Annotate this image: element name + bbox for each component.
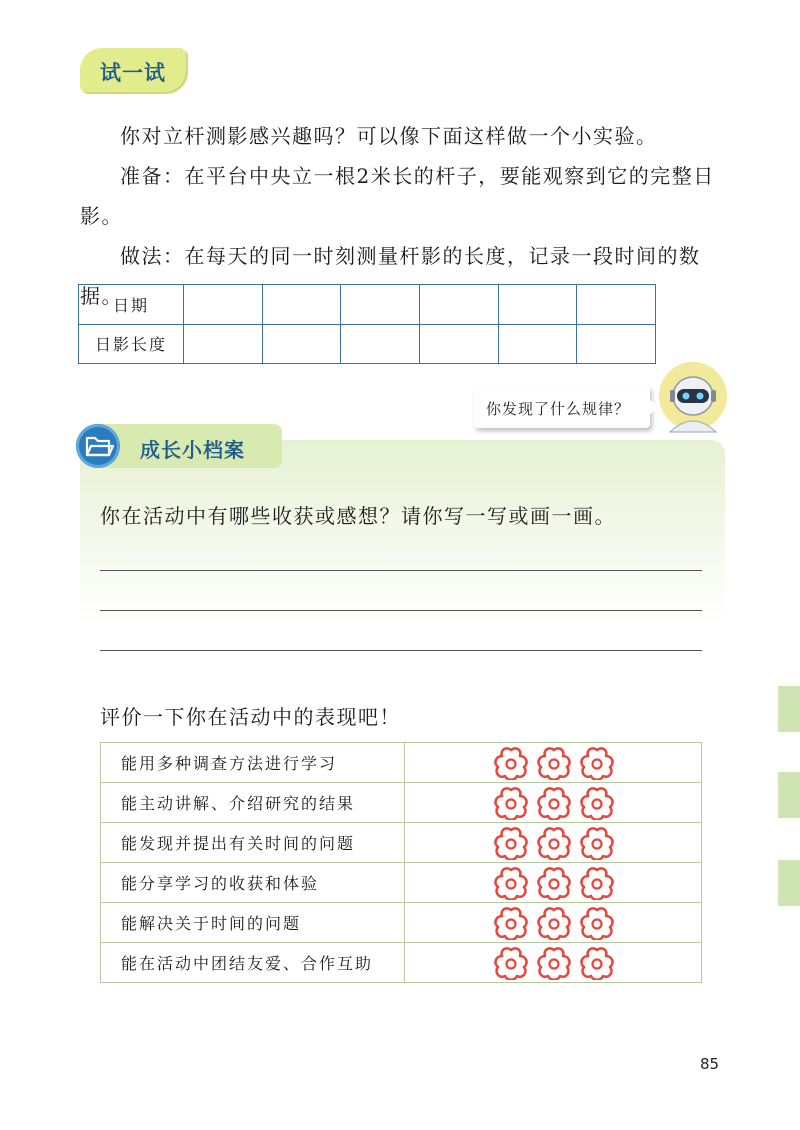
rating-flowers: [405, 823, 702, 863]
shadow-length-cell[interactable]: [184, 324, 263, 364]
flower-rating-icon[interactable]: [579, 946, 615, 980]
evaluate-prompt: 评价一下你在活动中的表现吧！: [100, 705, 401, 729]
flower-rating-icon[interactable]: [579, 746, 615, 780]
rating-flowers: [405, 943, 702, 983]
criterion-label: 能发现并提出有关时间的问题: [101, 823, 405, 863]
shadow-length-row: [79, 324, 656, 364]
try-it-label: 试一试: [100, 61, 166, 85]
shadow-length-cell[interactable]: [577, 324, 656, 364]
flower-rating-icon[interactable]: [493, 746, 529, 780]
flower-rating-icon[interactable]: [579, 826, 615, 860]
self-evaluation-table: [100, 742, 702, 983]
evaluation-row: [101, 743, 702, 783]
speech-bubble: [474, 386, 650, 428]
flower-rating-icon[interactable]: [536, 906, 572, 940]
edge-tab: [778, 686, 800, 732]
writing-line[interactable]: [100, 610, 702, 611]
try-it-badge: [80, 48, 186, 92]
shadow-length-header: 日影长度: [79, 324, 184, 364]
page-number: 85: [700, 1055, 720, 1073]
evaluation-row: [101, 783, 702, 823]
shadow-length-cell[interactable]: [419, 324, 498, 364]
rating-flowers: [405, 863, 702, 903]
flower-rating-icon[interactable]: [536, 866, 572, 900]
evaluation-row: [101, 943, 702, 983]
date-cell[interactable]: [419, 285, 498, 325]
criterion-label: 能解决关于时间的问题: [101, 903, 405, 943]
rating-flowers: [405, 903, 702, 943]
rating-flowers: [405, 743, 702, 783]
flower-rating-icon[interactable]: [579, 906, 615, 940]
date-cell[interactable]: [341, 285, 420, 325]
prep-text: 准备：在平台中央立一根2米长的杆子，要能观察到它的完整日影。: [80, 164, 715, 228]
evaluation-row: [101, 863, 702, 903]
flower-rating-icon[interactable]: [493, 866, 529, 900]
flower-rating-icon[interactable]: [536, 826, 572, 860]
flower-rating-icon[interactable]: [536, 746, 572, 780]
rating-flowers: [405, 783, 702, 823]
edge-tab: [778, 772, 800, 818]
reflection-question: 你在活动中有哪些收获或感想？请你写一写或画一画。: [100, 504, 616, 528]
flower-rating-icon[interactable]: [493, 786, 529, 820]
flower-rating-icon[interactable]: [493, 826, 529, 860]
date-cell[interactable]: [262, 285, 341, 325]
date-row: [79, 285, 656, 325]
criterion-label: 能主动讲解、介绍研究的结果: [101, 783, 405, 823]
edge-tab: [778, 860, 800, 906]
shadow-length-cell[interactable]: [262, 324, 341, 364]
speech-bubble-text: 你发现了什么规律？: [486, 400, 631, 418]
date-cell[interactable]: [577, 285, 656, 325]
flower-rating-icon[interactable]: [579, 786, 615, 820]
evaluation-row: [101, 903, 702, 943]
writing-line[interactable]: [100, 570, 702, 571]
criterion-label: 能分享学习的收获和体验: [101, 863, 405, 903]
flower-rating-icon[interactable]: [579, 866, 615, 900]
method-text: 做法：在每天的同一时刻测量杆影的长度，记录一段时间的数据。: [80, 244, 701, 308]
date-cell[interactable]: [184, 285, 263, 325]
flower-rating-icon[interactable]: [536, 946, 572, 980]
date-cell[interactable]: [498, 285, 577, 325]
folder-icon: [76, 424, 120, 468]
evaluation-row: [101, 823, 702, 863]
shadow-record-table: [78, 284, 656, 364]
archive-title: 成长小档案: [140, 438, 245, 462]
flower-rating-icon[interactable]: [536, 786, 572, 820]
flower-rating-icon[interactable]: [493, 946, 529, 980]
shadow-length-cell[interactable]: [498, 324, 577, 364]
robot-icon: [658, 360, 728, 434]
flower-rating-icon[interactable]: [493, 906, 529, 940]
writing-line[interactable]: [100, 650, 702, 651]
intro-text: 你对立杆测影感兴趣吗？可以像下面这样做一个小实验。: [120, 124, 658, 148]
criterion-label: 能在活动中团结友爱、合作互助: [101, 943, 405, 983]
date-header: 日期: [79, 285, 184, 325]
criterion-label: 能用多种调查方法进行学习: [101, 743, 405, 783]
shadow-length-cell[interactable]: [341, 324, 420, 364]
